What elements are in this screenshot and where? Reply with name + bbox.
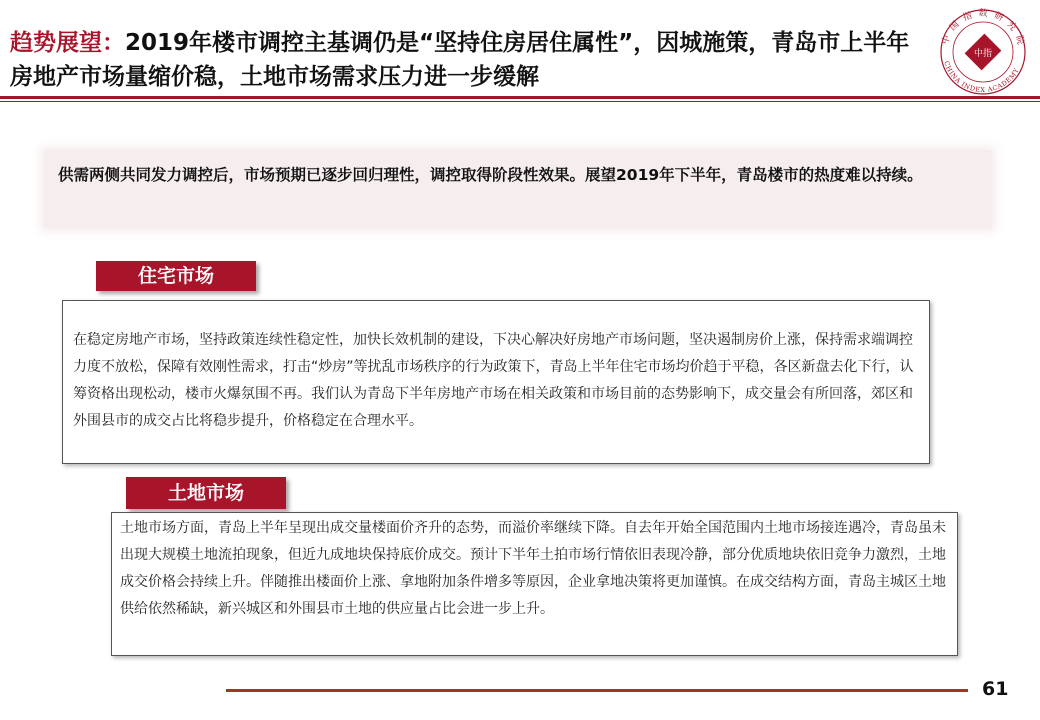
title-keyword: 趋势展望： bbox=[10, 30, 125, 56]
header-divider-thin bbox=[0, 101, 1040, 102]
section-tab-land: 土地市场 bbox=[126, 477, 286, 509]
logo-center-text: 中指 bbox=[973, 49, 993, 59]
china-index-academy-logo bbox=[935, 8, 1031, 96]
section-tab-residential: 住宅市场 bbox=[96, 261, 256, 291]
logo-ring-text-en: CHINA INDEX ACADEMY bbox=[942, 60, 1021, 95]
footer-divider bbox=[226, 689, 968, 692]
slide-title bbox=[10, 26, 930, 94]
section-body-residential bbox=[62, 300, 930, 464]
section-text-land: 土地市场方面，青岛上半年呈现出成交量楼面价齐升的态势，而溢价率继续下降。自去年开始全国范围内土地市场接连遇冷，青岛虽未出现大规模土地流拍现象，但近九成地块保持底价成交。预计下半年土拍市场行情依旧表现冷静，部分优质地块依旧竞争力激烈，土地成交价格会持续上升。伴随推出楼面价上涨、拿地附加条件增多等原因，企业拿地决策将更加谨慎。在成交结构方面，青岛主城区土地供给依然稀缺，新兴城区和外围县市土地的供应量占比会进一步上升。 bbox=[120, 520, 946, 617]
section-body-land bbox=[111, 512, 958, 656]
header-divider-thick bbox=[0, 96, 1040, 99]
logo-ring-text: 中国指数研究院 bbox=[940, 8, 1027, 52]
page-number: 61 bbox=[982, 678, 1009, 700]
section-text-residential: 在稳定房地产市场，坚持政策连续性稳定性，加快长效机制的建设，下决心解决好房地产市场问题，坚决遏制房价上涨，保持需求端调控力度不放松，保障有效刚性需求，打击“炒房”等扰乱市场秩序的行为政策下，青岛上半年住宅市场均价趋于平稳，各区新盘去化下行，认筹资格出现松动，楼市火爆氛围不再。我们认为青岛下半年房地产市场在相关政策和市场目前的态势影响下，成交量会有所回落，郊区和外围县市的成交占比将稳步提升，价格稳定在合理水平。 bbox=[73, 332, 914, 429]
summary-box bbox=[44, 150, 992, 228]
summary-text: 供需两侧共同发力调控后，市场预期已逐步回归理性，调控取得阶段性效果。展望2019年下半年，青岛楼市的热度难以持续。 bbox=[58, 166, 923, 184]
title-text: 2019年楼市调控主基调仍是“坚持住房居住属性”，因城施策，青岛市上半年房地产市场量缩价稳，土地市场需求压力进一步缓解 bbox=[10, 30, 910, 90]
